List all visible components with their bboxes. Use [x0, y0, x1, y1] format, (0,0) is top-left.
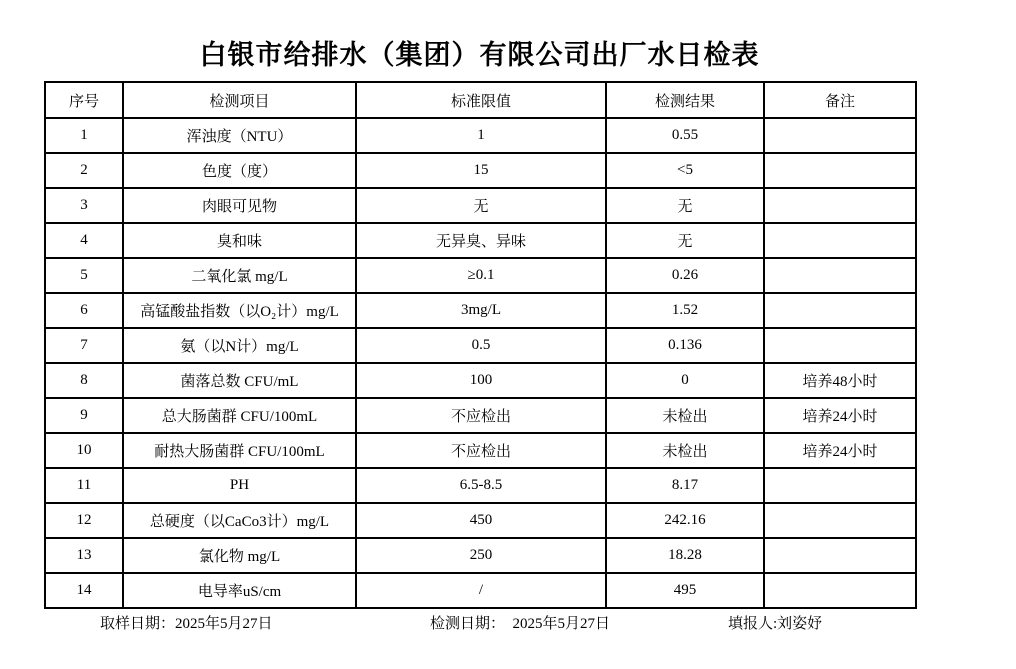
- header-no: 序号: [45, 82, 123, 118]
- row-number-cell: 5: [45, 258, 123, 293]
- table-row: [45, 503, 916, 538]
- inspection-table: [44, 81, 917, 609]
- row-number-cell: 1: [45, 118, 123, 153]
- header-item: 检测项目: [123, 82, 356, 118]
- row-number-cell: 3: [45, 188, 123, 223]
- table-row: [45, 468, 916, 503]
- test-result-cell: 无: [606, 223, 764, 258]
- item-name-cell: 二氧化氯 mg/L: [123, 258, 356, 293]
- item-name-cell: PH: [123, 468, 356, 503]
- item-name-cell: 色度（度）: [123, 153, 356, 188]
- row-number-cell: 2: [45, 153, 123, 188]
- test-result-cell: 无: [606, 188, 764, 223]
- remark-cell: [764, 293, 916, 328]
- standard-limit-cell: 6.5-8.5: [356, 468, 606, 503]
- footer: [0, 612, 1016, 636]
- remark-cell: [764, 573, 916, 608]
- test-result-cell: 未检出: [606, 433, 764, 468]
- standard-limit-cell: ≥0.1: [356, 258, 606, 293]
- standard-limit-cell: 3mg/L: [356, 293, 606, 328]
- item-name-cell: 总硬度（以CaCo3计）mg/L: [123, 503, 356, 538]
- table-header-row: [45, 82, 916, 118]
- standard-limit-cell: 不应检出: [356, 398, 606, 433]
- test-result-cell: 8.17: [606, 468, 764, 503]
- item-name-cell: 总大肠菌群 CFU/100mL: [123, 398, 356, 433]
- standard-limit-cell: 不应检出: [356, 433, 606, 468]
- reporter-name: 填报人:刘姿妤: [728, 616, 823, 632]
- item-name-cell: 电导率uS/cm: [123, 573, 356, 608]
- standard-limit-cell: 250: [356, 538, 606, 573]
- table-row: [45, 118, 916, 153]
- page-title: 白银市给排水（集团）有限公司出厂水日检表: [199, 40, 760, 70]
- test-result-cell: 未检出: [606, 398, 764, 433]
- test-result-cell: 242.16: [606, 503, 764, 538]
- test-result-cell: 0.26: [606, 258, 764, 293]
- remark-cell: [764, 258, 916, 293]
- test-result-cell: 0: [606, 363, 764, 398]
- table-row: [45, 328, 916, 363]
- item-name-cell: 耐热大肠菌群 CFU/100mL: [123, 433, 356, 468]
- row-number-cell: 4: [45, 223, 123, 258]
- table-row: [45, 188, 916, 223]
- item-name-cell: 菌落总数 CFU/mL: [123, 363, 356, 398]
- item-name-cell: 氯化物 mg/L: [123, 538, 356, 573]
- standard-limit-cell: 450: [356, 503, 606, 538]
- standard-limit-cell: 无异臭、异味: [356, 223, 606, 258]
- standard-limit-cell: 100: [356, 363, 606, 398]
- row-number-cell: 12: [45, 503, 123, 538]
- row-number-cell: 10: [45, 433, 123, 468]
- row-number-cell: 6: [45, 293, 123, 328]
- standard-limit-cell: 15: [356, 153, 606, 188]
- test-result-cell: 18.28: [606, 538, 764, 573]
- test-result-cell: <5: [606, 153, 764, 188]
- remark-cell: [764, 503, 916, 538]
- table-row: [45, 363, 916, 398]
- header-remark: 备注: [764, 82, 916, 118]
- sampling-date: 取样日期：2025年5月27日: [100, 616, 273, 632]
- test-result-cell: 0.136: [606, 328, 764, 363]
- table-row: [45, 223, 916, 258]
- row-number-cell: 13: [45, 538, 123, 573]
- remark-cell: [764, 153, 916, 188]
- item-name-cell: 肉眼可见物: [123, 188, 356, 223]
- standard-limit-cell: 0.5: [356, 328, 606, 363]
- table-row: [45, 538, 916, 573]
- remark-cell: [764, 328, 916, 363]
- remark-cell: [764, 223, 916, 258]
- remark-cell: 培养24小时: [764, 398, 916, 433]
- standard-limit-cell: 1: [356, 118, 606, 153]
- standard-limit-cell: 无: [356, 188, 606, 223]
- table-body: [45, 118, 916, 608]
- remark-cell: [764, 188, 916, 223]
- item-name-cell: 氨（以N计）mg/L: [123, 328, 356, 363]
- item-name-cell: 臭和味: [123, 223, 356, 258]
- remark-cell: 培养48小时: [764, 363, 916, 398]
- item-name-cell: 高锰酸盐指数（以O₂计）mg/L: [123, 293, 356, 328]
- row-number-cell: 8: [45, 363, 123, 398]
- remark-cell: [764, 118, 916, 153]
- item-name-cell: 浑浊度（NTU）: [123, 118, 356, 153]
- row-number-cell: 14: [45, 573, 123, 608]
- table-row: [45, 293, 916, 328]
- remark-cell: 培养24小时: [764, 433, 916, 468]
- remark-cell: [764, 538, 916, 573]
- header-result: 检测结果: [606, 82, 764, 118]
- header-limit: 标准限值: [356, 82, 606, 118]
- test-date: 检测日期： 2025年5月27日: [430, 616, 611, 632]
- test-result-cell: 495: [606, 573, 764, 608]
- standard-limit-cell: /: [356, 573, 606, 608]
- table-row: [45, 398, 916, 433]
- remark-cell: [764, 468, 916, 503]
- row-number-cell: 9: [45, 398, 123, 433]
- table-row: [45, 433, 916, 468]
- row-number-cell: 7: [45, 328, 123, 363]
- table-row: [45, 258, 916, 293]
- test-result-cell: 0.55: [606, 118, 764, 153]
- test-result-cell: 1.52: [606, 293, 764, 328]
- table-row: [45, 573, 916, 608]
- row-number-cell: 11: [45, 468, 123, 503]
- table-row: [45, 153, 916, 188]
